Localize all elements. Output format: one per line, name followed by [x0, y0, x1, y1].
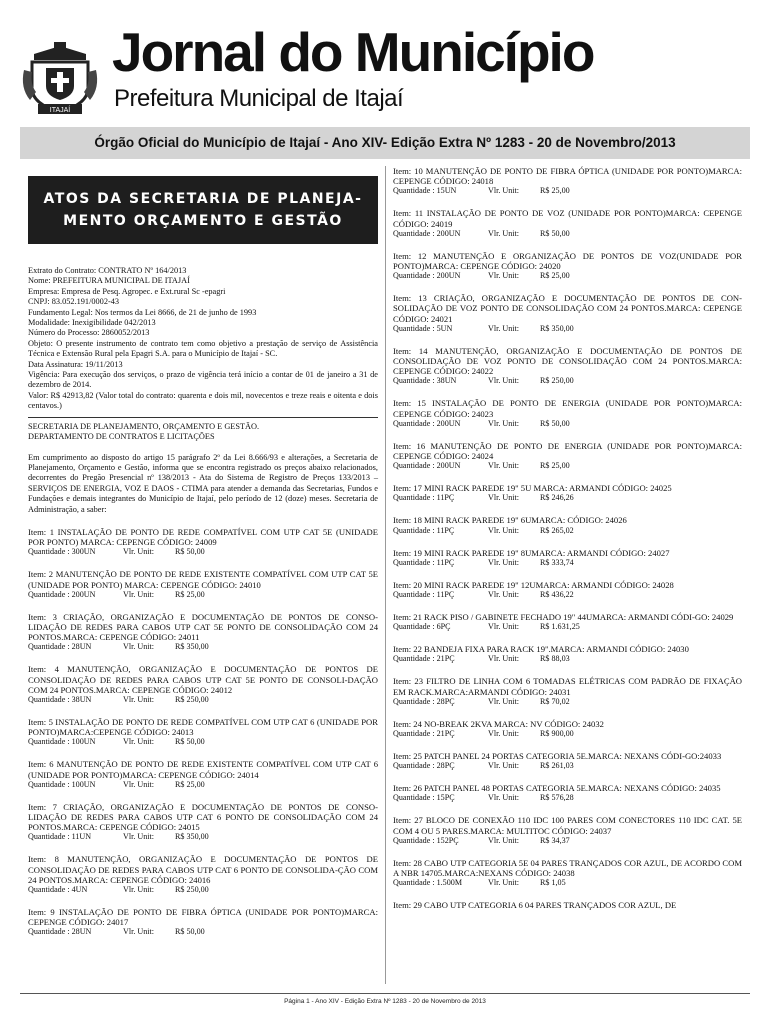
item-quantity-row — [393, 419, 742, 429]
item-unit-label: Vlr. Unit: — [488, 461, 520, 471]
price-item — [393, 515, 742, 535]
item-description: Item: 6 MANUTENÇÃO DE PONTO DE REDE EXISTENTE COMPATÍVEL COM UTP CAT 6 (UNIDADE POR PONTO)MARCA: CEPENGE CÓDIGO: 24014 — [28, 759, 378, 780]
crest-label: ITAJAÍ — [49, 107, 71, 114]
item-quantity-row — [28, 927, 378, 937]
item-quantity: Quantidade : 38UN — [393, 376, 457, 386]
item-quantity: Quantidade : 300UN — [28, 547, 96, 557]
item-quantity-row — [28, 780, 378, 790]
item-description: Item: 25 PATCH PANEL 24 PORTAS CATEGORIA 5E.MARCA: NEXANS CÓDI-GO:24033 — [393, 751, 722, 762]
section-title: ATOS DA SECRETARIA DE PLANEJA- MENTO ORÇAMENTO E GESTÃO — [28, 176, 378, 244]
item-quantity-row — [393, 376, 742, 386]
item-quantity: Quantidade : 38UN — [28, 694, 92, 704]
contract-line: CNPJ: 83.052.191/0002-43 — [28, 297, 120, 307]
item-price: R$ 88,03 — [540, 654, 570, 664]
item-description: Item: 29 CABO UTP CATEGORIA 6 04 PARES TRANÇADOS COR AZUL, DE — [393, 900, 677, 911]
masthead — [0, 0, 770, 125]
item-quantity: Quantidade : 11PÇ — [393, 493, 455, 503]
coat-of-arms-icon — [20, 42, 100, 116]
item-quantity: Quantidade : 11PÇ — [393, 590, 455, 600]
price-item — [393, 346, 742, 387]
item-unit-label: Vlr. Unit: — [488, 323, 520, 333]
item-description: Item: 2 MANUTENÇÃO DE PONTO DE REDE EXISTENTE COMPATÍVEL COM UTP CAT 5E (UNIDADE POR PONTO) MARCA: CEPENGE CÓDIGO: 24010 — [28, 569, 378, 590]
item-unit-label: Vlr. Unit: — [123, 589, 155, 599]
item-quantity: Quantidade : 200UN — [393, 418, 461, 428]
price-item — [393, 900, 742, 910]
item-quantity-row — [28, 737, 378, 747]
contract-line: Valor: R$ 42913,82 (Valor total do contrato: quarenta e dois mil, novecentos e treze reais e oitenta e dois centavos.) — [28, 390, 378, 411]
item-description: Item: 15 INSTALAÇÃO DE PONTO DE ENERGIA (UNIDADE POR PONTO)MARCA: CEPENGE CÓDIGO: 24023 — [393, 398, 742, 419]
item-unit-label: Vlr. Unit: — [123, 927, 155, 937]
item-unit-label: Vlr. Unit: — [488, 271, 520, 281]
item-price: R$ 1,05 — [540, 878, 566, 888]
item-price: R$ 261,03 — [540, 761, 574, 771]
item-description: Item: 23 FILTRO DE LINHA COM 6 TOMADAS ELÉTRICAS COM PADRÃO DE FIXAÇÃO EM RACK.MARCA:ARMANDI CÓDIGO: 24031 — [393, 676, 742, 697]
item-list-right — [393, 166, 742, 911]
item-description: Item: 11 INSTALAÇÃO DE PONTO DE VOZ (UNIDADE POR PONTO)MARCA: CEPENGE CÓDIGO: 24019 — [393, 208, 742, 229]
item-price: R$ 250,00 — [540, 376, 574, 386]
item-description: Item: 21 RACK PISO / GABINETE FECHADO 19" 44UMARCA: ARMANDI CÓDI-GO: 24029 — [393, 612, 734, 623]
item-price: R$ 50,00 — [175, 737, 205, 747]
item-description: Item: 20 MINI RACK PAREDE 19" 12UMARCA: ARMANDI CÓDIGO: 24028 — [393, 579, 674, 590]
item-unit-label: Vlr. Unit: — [488, 793, 520, 803]
contract-extract — [28, 266, 378, 412]
item-quantity: Quantidade : 152PÇ — [393, 835, 459, 845]
item-quantity: Quantidade : 15UN — [393, 186, 457, 196]
section-divider — [28, 417, 378, 418]
item-quantity: Quantidade : 11PÇ — [393, 557, 455, 567]
item-unit-label: Vlr. Unit: — [488, 418, 520, 428]
contract-line: Data Assinatura: 19/11/2013 — [28, 359, 123, 369]
item-unit-label: Vlr. Unit: — [488, 878, 520, 888]
contract-line: Vigência: Para execução dos serviços, o prazo de vigência terá início a contar de 01 de janeiro a 31 de dezembro de 2014. — [28, 370, 378, 390]
item-price: R$ 25,00 — [175, 779, 205, 789]
item-quantity: Quantidade : 15PÇ — [393, 793, 455, 803]
department-line: DEPARTAMENTO DE CONTRATOS E LICITAÇÕES — [28, 432, 215, 442]
price-item — [393, 751, 742, 771]
price-item — [393, 580, 742, 600]
item-description: Item: 26 PATCH PANEL 48 PORTAS CATEGORIA 5E.MARCA: NEXANS CÓDIGO: 24035 — [393, 783, 721, 794]
item-unit-label: Vlr. Unit: — [488, 525, 520, 535]
item-quantity: Quantidade : 5UN — [393, 323, 453, 333]
item-description: Item: 8 MANUTENÇÃO, ORGANIZAÇÃO E DOCUMENTAÇÃO DE PONTOS DE CONSOLIDAÇÃO DE REDES PARA CABOS UTP CAT 6 PONTO DE CONSOLIDA-ÇÃO COM 24 PONTOS.MARCA: CEPENGE CÓDIGO: 24016 — [28, 854, 378, 885]
price-item — [393, 441, 742, 471]
contract-line: Fundamento Legal: Nos termos da Lei 8666, de 21 de junho de 1993 — [28, 307, 257, 317]
item-unit-label: Vlr. Unit: — [123, 642, 155, 652]
item-description: Item: 19 MINI RACK PAREDE 19" 8UMARCA: ARMANDI CÓDIGO: 24027 — [393, 547, 670, 558]
item-quantity: Quantidade : 200UN — [28, 589, 96, 599]
item-unit-label: Vlr. Unit: — [123, 779, 155, 789]
item-quantity-row — [393, 461, 742, 471]
price-item — [393, 719, 742, 739]
item-price: R$ 250,00 — [175, 885, 209, 894]
item-unit-label: Vlr. Unit: — [488, 186, 520, 196]
item-description: Item: 27 BLOCO DE CONEXÃO 110 IDC 100 PARES COM CONECTORES 110 IDC CAT. 5E COM 4 OU 5 PARES.MARCA: MULTITOC CÓDIGO: 24037 — [393, 815, 742, 836]
item-price: R$ 50,00 — [175, 547, 205, 557]
item-price: R$ 350,00 — [175, 642, 209, 652]
item-quantity-row — [393, 793, 742, 803]
item-description: Item: 17 MINI RACK PAREDE 19" 5U MARCA: ARMANDI CÓDIGO: 24025 — [393, 483, 672, 494]
item-price: R$ 350,00 — [175, 832, 209, 842]
newspaper-title: Jornal do Município — [112, 21, 594, 83]
item-price: R$ 350,00 — [540, 323, 574, 333]
item-unit-label: Vlr. Unit: — [123, 885, 155, 894]
item-quantity-row — [28, 885, 378, 895]
price-item — [393, 208, 742, 238]
newspaper-subtitle: Prefeitura Municipal de Itajaí — [114, 85, 404, 112]
item-quantity: Quantidade : 28PÇ — [393, 761, 455, 771]
item-price: R$ 333,74 — [540, 557, 574, 567]
item-quantity: Quantidade : 21PÇ — [393, 654, 455, 664]
price-item — [28, 612, 378, 653]
item-unit-label: Vlr. Unit: — [488, 835, 520, 845]
item-price: R$ 1.631,25 — [540, 622, 580, 632]
contract-line: Número do Processo: 2860052/2013 — [28, 328, 150, 338]
price-item — [393, 398, 742, 428]
item-quantity: Quantidade : 4UN — [28, 885, 88, 894]
item-quantity: Quantidade : 200UN — [393, 271, 461, 281]
price-item — [28, 759, 378, 789]
item-description: Item: 5 INSTALAÇÃO DE PONTO DE REDE COMPATÍVEL COM UTP CAT 6 (UNIDADE POR PONTO)MARCA:CEPENGE CÓDIGO: 24013 — [28, 716, 378, 738]
department-line: SECRETARIA DE PLANEJAMENTO, ORÇAMENTO E GESTÃO. — [28, 421, 260, 431]
item-description: Item: 22 BANDEJA FIXA PARA RACK 19".MARCA: ARMANDI CÓDIGO: 24030 — [393, 644, 689, 655]
item-description: Item: 24 NO-BREAK 2KVA MARCA: NV CÓDIGO: 24032 — [393, 718, 604, 729]
item-quantity: Quantidade : 100UN — [28, 737, 96, 747]
item-quantity-row — [393, 186, 742, 196]
contract-line: Empresa: Empresa de Pesq. Agropec. e Ext.rural Sc -epagri — [28, 286, 226, 296]
price-item — [393, 676, 742, 706]
price-item — [393, 858, 742, 888]
item-quantity-row — [28, 547, 378, 557]
item-quantity: Quantidade : 28UN — [28, 642, 92, 652]
item-list-left — [28, 527, 378, 937]
price-item — [393, 293, 742, 334]
item-unit-label: Vlr. Unit: — [123, 694, 155, 704]
item-price: R$ 576,28 — [540, 793, 574, 803]
item-price: R$ 25,00 — [540, 186, 570, 196]
item-quantity-row — [393, 324, 742, 334]
item-quantity-row — [28, 642, 378, 652]
item-quantity: Quantidade : 28UN — [28, 927, 92, 937]
footer-divider — [20, 993, 750, 994]
contract-line: Extrato do Contrato: CONTRATO Nº 164/2013 — [28, 266, 187, 275]
contract-line: Objeto: O presente instrumento de contrato tem como objetivo a prestação de serviço de Assistência Técnica e Extensão Rural pela Epagri S.A. para o Município de Itajaí - SC. — [28, 338, 378, 359]
item-quantity: Quantidade : 1.500M — [393, 878, 463, 888]
contract-line: Nome: PREFEITURA MUNICIPAL DE ITAJAÍ — [28, 276, 190, 286]
left-column — [28, 166, 378, 949]
item-description: Item: 7 CRIAÇÃO, ORGANIZAÇÃO E DOCUMENTAÇÃO DE PONTOS DE CONSO-LIDAÇÃO DE REDES PARA CABOS UTP CAT 6 PONTO DE CONSOLIDAÇÃO COM 24 PONTOS.MARCA: CEPENGE CÓDIGO: 24015 — [28, 801, 378, 833]
intro-paragraph: Em cumprimento ao disposto do artigo 15 parágrafo 2º da Lei 8.666/93 e alterações, a Secretaria de Planejamento, Orçamento e Gestão, informa que se encontra registrado os preços abaixo relacionados, decorrentes do Pregão Presencial nº 138/2013 - Ata do Sistema de Registro de Preços 133/2013 – SERVIÇOS DE ENERGIA, VOZ E DAOS - CTIMA para atender a demanda das Secretarias, Fundos e Fundações e demais integrantes do Município de Itajaí, pelo período de 12 (doze) meses. Secretaria de Administração, a saber: — [28, 452, 378, 514]
price-item — [393, 612, 742, 632]
edition-banner: Órgão Oficial do Município de Itajaí - Ano XIV- Edição Extra Nº 1283 - 20 de Novembro/2013 — [20, 127, 750, 159]
price-item — [393, 815, 742, 845]
item-description: Item: 16 MANUTENÇÃO DE PONTO DE ENERGIA (UNIDADE POR PONTO)MARCA: CEPENGE CÓDIGO: 24024 — [393, 440, 742, 462]
item-description: Item: 12 MANUTENÇÃO E ORGANIZAÇÃO DE PONTOS DE VOZ(UNIDADE POR PONTO)MARCA: CEPENGE CÓDIGO: 24020 — [393, 250, 742, 272]
item-unit-label: Vlr. Unit: — [488, 761, 520, 771]
item-quantity: Quantidade : 11PÇ — [393, 525, 455, 535]
item-quantity-row — [393, 271, 742, 281]
price-item — [28, 664, 378, 705]
price-item — [393, 548, 742, 568]
item-price: R$ 265,02 — [540, 525, 574, 535]
item-price: R$ 70,02 — [540, 696, 570, 706]
price-item — [28, 802, 378, 843]
item-quantity: Quantidade : 28PÇ — [393, 696, 455, 706]
item-price: R$ 50,00 — [175, 927, 205, 937]
price-item — [28, 527, 378, 557]
item-quantity-row — [393, 622, 742, 632]
item-unit-label: Vlr. Unit: — [488, 228, 520, 238]
right-column — [393, 166, 742, 923]
item-unit-label: Vlr. Unit: — [488, 376, 520, 386]
item-quantity-row — [393, 493, 742, 503]
item-description: Item: 14 MANUTENÇÃO, ORGANIZAÇÃO E DOCUMENTAÇÃO DE PONTOS DE CONSOLIDAÇÃO DE VOZ PONTO DE CONSOLIDAÇÃO COM 24 PONTOS.MARCA: CEPENGE CÓDIGO: 24022 — [393, 345, 742, 377]
item-quantity-row — [393, 590, 742, 600]
item-description: Item: 9 INSTALAÇÃO DE PONTO DE FIBRA ÓPTICA (UNIDADE POR PONTO)MARCA: CEPENGE CÓDIGO: 24017 — [28, 907, 378, 928]
price-item — [393, 644, 742, 664]
price-item — [393, 251, 742, 281]
item-quantity-row — [393, 836, 742, 846]
item-price: R$ 25,00 — [540, 271, 570, 281]
item-unit-label: Vlr. Unit: — [488, 696, 520, 706]
item-quantity: Quantidade : 21PÇ — [393, 729, 455, 739]
item-description: Item: 13 CRIAÇÃO, ORGANIZAÇÃO E DOCUMENTAÇÃO DE PONTOS DE CON-SOLIDAÇÃO DE VOZ PONTO DE CONSOLIDAÇÃO COM 24 PONTOS.MARCA: CEPENGE CÓDIGO: 24021 — [393, 293, 742, 324]
item-price: R$ 250,00 — [175, 694, 209, 704]
price-item — [28, 569, 378, 599]
item-unit-label: Vlr. Unit: — [488, 590, 520, 600]
item-quantity: Quantidade : 200UN — [393, 228, 461, 238]
item-unit-label: Vlr. Unit: — [488, 729, 520, 739]
item-quantity-row — [393, 654, 742, 664]
price-item — [28, 717, 378, 747]
price-item — [393, 783, 742, 803]
price-item — [28, 907, 378, 937]
item-price: R$ 50,00 — [540, 228, 570, 238]
page-footer: Página 1 - Ano XIV - Edição Extra Nº 1283 - 20 de Novembro de 2013 — [284, 998, 486, 1005]
item-description: Item: 3 CRIAÇÃO, ORGANIZAÇÃO E DOCUMENTAÇÃO DE PONTOS DE CONSO-LIDAÇÃO DE REDES PARA CABOS UTP CAT 5E PONTO DE CONSOLIDAÇÃO COM 24 PONTOS.MARCA: CEPENGE CÓDIGO: 24011 — [28, 611, 378, 643]
item-quantity-row — [393, 697, 742, 707]
item-quantity: Quantidade : 100UN — [28, 779, 96, 789]
contract-line: Modalidade: Inexigibilidade 042/2013 — [28, 318, 156, 328]
item-quantity-row — [393, 878, 742, 888]
item-unit-label: Vlr. Unit: — [488, 557, 520, 567]
column-divider — [385, 166, 386, 984]
item-unit-label: Vlr. Unit: — [488, 622, 520, 632]
item-unit-label: Vlr. Unit: — [488, 654, 520, 664]
item-price: R$ 436,22 — [540, 590, 574, 600]
price-item — [393, 166, 742, 196]
item-price: R$ 900,00 — [540, 729, 574, 739]
item-unit-label: Vlr. Unit: — [488, 493, 520, 503]
item-description: Item: 18 MINI RACK PAREDE 19" 6UMARCA: CÓDIGO: 24026 — [393, 515, 627, 526]
item-price: R$ 246,26 — [540, 493, 574, 503]
item-quantity-row — [28, 590, 378, 600]
item-quantity-row — [28, 832, 378, 842]
department-heading — [28, 422, 378, 443]
item-quantity-row — [393, 526, 742, 536]
item-price: R$ 50,00 — [540, 418, 570, 428]
item-description: Item: 10 MANUTENÇÃO DE PONTO DE FIBRA ÓPTICA (UNIDADE POR PONTO)MARCA: CEPENGE CÓDIGO: 24018 — [393, 166, 742, 187]
item-quantity-row — [28, 695, 378, 705]
item-description: Item: 28 CABO UTP CATEGORIA 5E 04 PARES TRANÇADOS COR AZUL, DE ACORDO COM A NBR 14705.MARCA:NEXANS CÓDIGO: 24038 — [393, 857, 742, 879]
item-price: R$ 25,00 — [540, 461, 570, 471]
price-item — [28, 854, 378, 895]
item-description: Item: 4 MANUTENÇÃO, ORGANIZAÇÃO E DOCUMENTAÇÃO DE PONTOS DE CONSOLIDAÇÃO DE REDES PARA CABOS UTP CAT 5E PONTO DE CONSOLI-DAÇÃO COM 24 PONTOS.MARCA: CEPENGE CÓDIGO: 24012 — [28, 664, 378, 695]
item-quantity: Quantidade : 6PÇ — [393, 622, 451, 632]
item-unit-label: Vlr. Unit: — [123, 547, 155, 557]
item-quantity: Quantidade : 200UN — [393, 461, 461, 471]
item-description: Item: 1 INSTALAÇÃO DE PONTO DE REDE COMPATÍVEL COM UTP CAT 5E (UNIDADE POR PONTO) MARCA: CEPENGE CÓDIGO: 24009 — [28, 526, 378, 548]
item-unit-label: Vlr. Unit: — [123, 832, 155, 842]
price-item — [393, 483, 742, 503]
item-price: R$ 25,00 — [175, 589, 205, 599]
item-quantity-row — [393, 229, 742, 239]
item-price: R$ 34,37 — [540, 835, 570, 845]
item-unit-label: Vlr. Unit: — [123, 737, 155, 747]
item-quantity: Quantidade : 11UN — [28, 832, 92, 842]
item-quantity-row — [393, 729, 742, 739]
item-quantity-row — [393, 558, 742, 568]
item-quantity-row — [393, 761, 742, 771]
